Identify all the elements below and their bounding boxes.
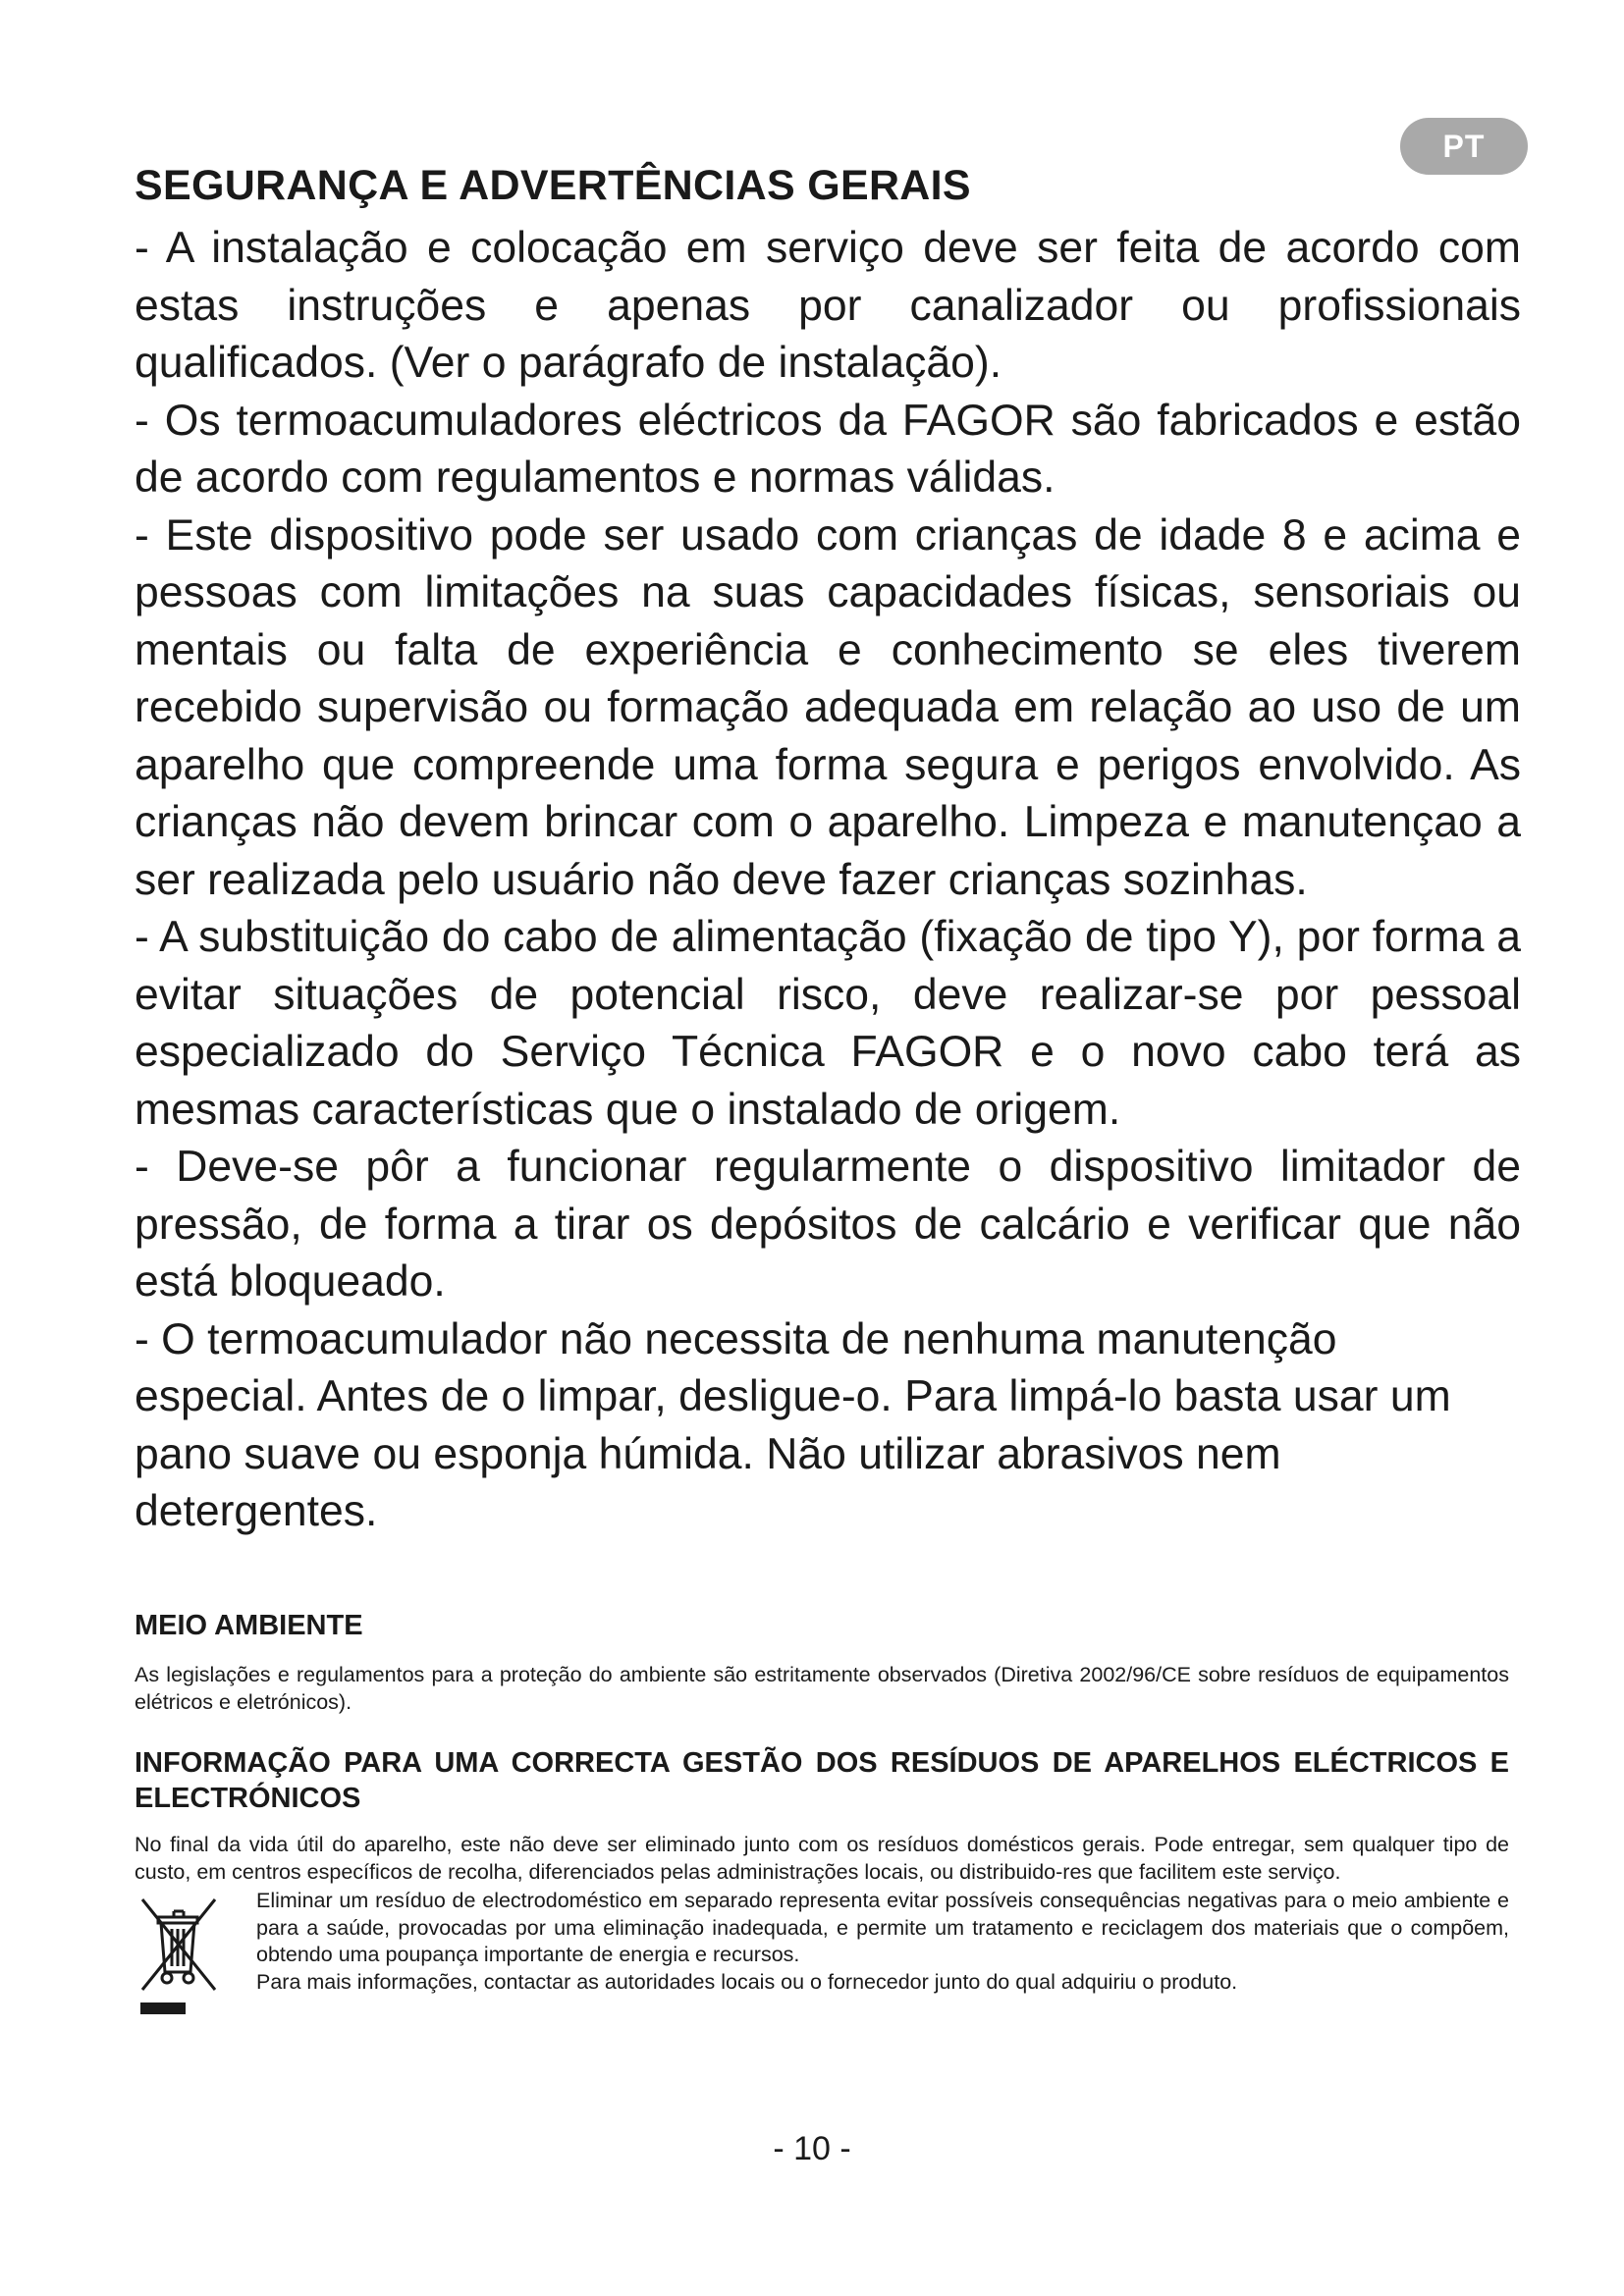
paragraph-pressure-valve: - Deve-se pôr a funcionar regularmente o dispositivo limitador de pressão, de forma a tirar os depósitos de calcário e verificar que não está bloqueado. xyxy=(135,1143,1521,1306)
crossed-bin-icon xyxy=(135,1896,221,1994)
language-badge: PT xyxy=(1400,118,1528,175)
weee-bar xyxy=(140,2002,186,2014)
weee-contact: Para mais informações, contactar as autoridades locais ou o fornecedor junto do qual adquiriu o produto. xyxy=(256,1969,1238,1994)
weee-block xyxy=(135,1888,1509,1996)
safety-section xyxy=(135,162,1521,1541)
weee-detail: Eliminar um resíduo de electrodoméstico em separado representa evitar possíveis consequências negativas para o meio ambiente e para a saúde, provocadas por uma eliminação inadequada, e permite um tratamento e reciclagem dos materiais que o compõem, obtendo uma poupança importante de energia e recursos. xyxy=(256,1889,1509,1966)
paragraph-children: - Este dispositivo pode ser usado com crianças de idade 8 e acima e pessoas com limitações na suas capacidades físicas, sensoriais ou mentais ou falta de experiência e conhecimento se eles tiverem recebido supervisão ou formação adequada em relação ao uso de um aparelho que compreende uma forma segura e perigos envolvido. As crianças não devem brincar com o aparelho. Limpeza e manutençao a ser realizada pelo usuário não deve fazer crianças sozinhas. xyxy=(135,510,1521,904)
environment-text: As legislações e regulamentos para a proteção do ambiente são estritamente observados (Diretiva 2002/96/CE sobre resíduos de equipamentos elétricos e eletrónicos). xyxy=(135,1663,1509,1714)
page-number: - 10 - xyxy=(773,2130,851,2167)
section-title: SEGURANÇA E ADVERTÊNCIAS GERAIS xyxy=(135,162,971,209)
weee-heading: INFORMAÇÃO PARA UMA CORRECTA GESTÃO DOS RESÍDUOS DE APARELHOS ELÉCTRICOS E ELECTRÓNICOS xyxy=(135,1747,1509,1814)
paragraph-standards: - Os termoacumuladores eléctricos da FAGOR são fabricados e estão de acordo com regulamentos e normas válidas. xyxy=(135,396,1521,502)
environment-section xyxy=(135,1610,1509,1996)
environment-heading: MEIO AMBIENTE xyxy=(135,1610,363,1641)
weee-intro: No final da vida útil do aparelho, este não deve ser eliminado junto com os resíduos domésticos gerais. Pode entregar, sem qualquer tipo de custo, em centros específicos de recolha, diferenciados pelas administrações locais, ou distribuido-res que facilitem este serviço. xyxy=(135,1833,1509,1884)
paragraph-maintenance: - O termoacumulador não necessita de nenhuma manutenção especial. Antes de o limpar, desligue-o. Para limpá-lo basta usar um pano suave ou esponja húmida. Não utilizar abrasivos nem detergentes. xyxy=(135,1314,1451,1535)
paragraph-installation: - A instalação e colocação em serviço deve ser feita de acordo com estas instruções e apenas por canalizador ou profissionais qualificados. (Ver o parágrafo de instalação). xyxy=(135,224,1521,387)
paragraph-cable-replacement: - A substituição do cabo de alimentação (fixação de tipo Y), por forma a evitar situações de potencial risco, deve realizar-se por pessoal especializado do Serviço Técnica FAGOR e o novo cabo terá as mesmas características que o instalado de origem. xyxy=(135,913,1521,1134)
